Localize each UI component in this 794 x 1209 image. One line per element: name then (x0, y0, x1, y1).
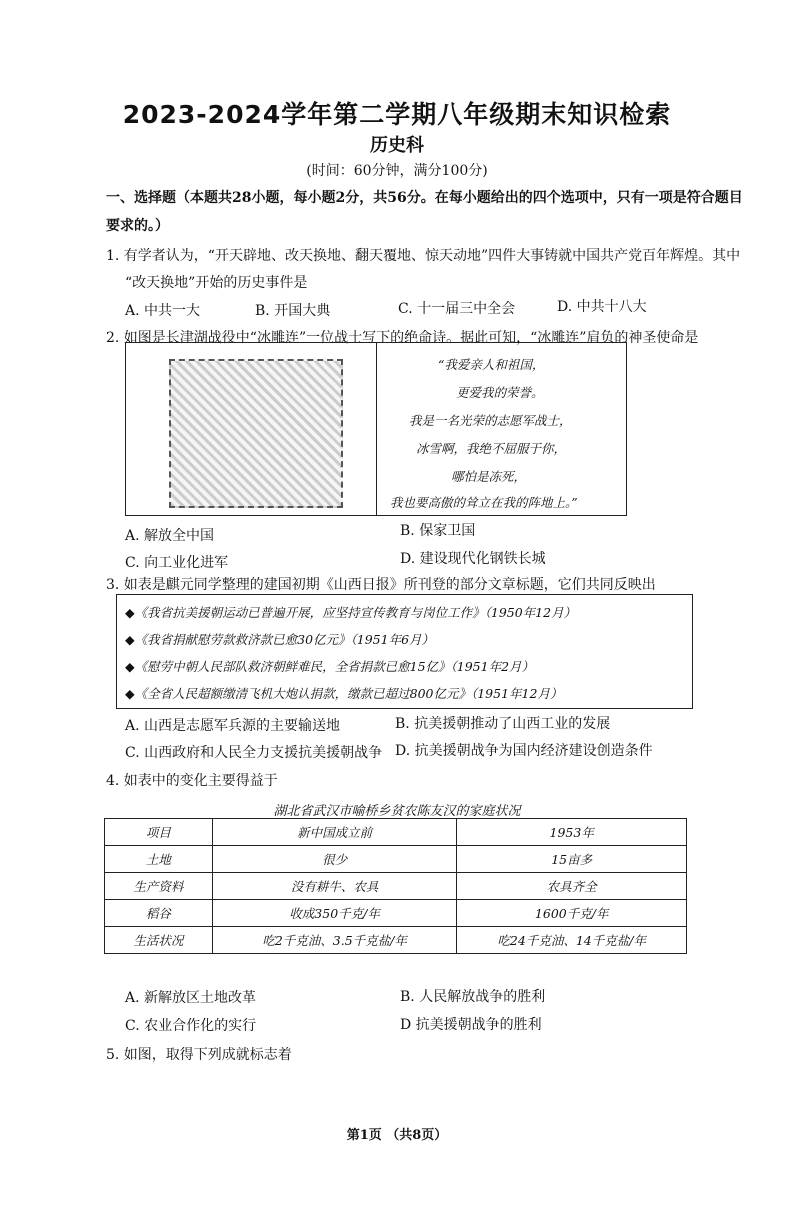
question-1-text: 1. 有学者认为，“开天辟地、改天换地、翻天覆地、惊天动地”四件大事铸就中国共产党百年辉煌。其中 (106, 248, 741, 264)
table-row (105, 873, 687, 900)
table-cell: 稻谷 (105, 900, 213, 927)
table-cell: 吃2千克油、3.5千克盐/年 (212, 927, 457, 954)
poem-line: 冰雪啊，我绝不屈服于你， (416, 441, 567, 456)
q4-option-d[interactable]: D 抗美援朝战争的胜利 (400, 1017, 542, 1033)
table-row (105, 900, 687, 927)
q2-option-d[interactable]: D. 建设现代化钢铁长城 (400, 551, 546, 567)
q3-option-d[interactable]: D. 抗美援朝战争为国内经济建设创造条件 (395, 743, 653, 759)
headline-item: ◆《全省人民超额缴清飞机大炮认捐款，缴款已超过800亿元》（1951年12月） (125, 686, 563, 701)
handwritten-poem-image (126, 343, 377, 515)
section-heading-cont: 要求的。） (106, 218, 169, 234)
q2-option-a[interactable]: A. 解放全中国 (125, 528, 215, 544)
table-cell: 农具齐全 (457, 873, 687, 900)
table-row (105, 927, 687, 954)
poem-line: 哪怕是冻死， (451, 469, 527, 484)
subject-title: 历史科 (370, 135, 424, 156)
q4-option-a[interactable]: A. 新解放区土地改革 (125, 990, 257, 1006)
poem-line: “我爱亲人和祖国， (438, 357, 545, 372)
table-row (105, 819, 687, 846)
question-5-text: 5. 如图，取得下列成就标志着 (106, 1047, 292, 1063)
question-2-text: 2. 如图是长津湖战役中“冰雕连”一位战士写下的绝命诗。据此可知，“冰雕连”肩负的神圣使命是 (106, 330, 699, 346)
headline-item: ◆《我省捐献慰劳款救济款已愈30亿元》（1951年6月） (125, 632, 435, 647)
handwriting-photo (169, 359, 343, 508)
section-heading: 一、选择题（本题共28小题，每小题2分，共56分。在每小题给出的四个选项中，只有一项是符合题目 (106, 190, 743, 206)
q3-headline-box (116, 594, 693, 709)
q3-option-a[interactable]: A. 山西是志愿军兵源的主要输送地 (125, 718, 341, 734)
poem-line: 我是一名光荣的志愿军战士， (409, 413, 572, 428)
question-4-text: 4. 如表中的变化主要得益于 (106, 773, 278, 789)
q2-material-box (125, 342, 627, 516)
question-1-text-cont: “改天换地”开始的历史事件是 (125, 275, 308, 291)
q1-option-b[interactable]: B. 开国大典 (255, 303, 331, 319)
time-info: (时间：60分钟，满分100分) (306, 163, 488, 179)
table-cell: 项目 (105, 819, 213, 846)
table-cell: 生产资料 (105, 873, 213, 900)
table-caption: 湖北省武汉市喻桥乡贫农陈友汉的家庭状况 (273, 804, 521, 819)
q2-option-b[interactable]: B. 保家卫国 (400, 523, 476, 539)
table-cell: 没有耕牛、农具 (212, 873, 457, 900)
poem-line: 更爱我的荣誉。 (456, 385, 544, 400)
table-cell: 生活状况 (105, 927, 213, 954)
table-cell: 15亩多 (457, 846, 687, 873)
q4-option-c[interactable]: C. 农业合作化的实行 (125, 1018, 257, 1034)
family-status-table (104, 818, 687, 954)
table-cell: 土地 (105, 846, 213, 873)
poem-text (376, 343, 626, 515)
q3-option-c[interactable]: C. 山西政府和人民全力支援抗美援朝战争 (125, 745, 383, 761)
page-title: 2023-2024学年第二学期八年级期末知识检索 (122, 100, 672, 129)
q1-option-d[interactable]: D. 中共十八大 (557, 299, 647, 315)
q1-option-a[interactable]: A. 中共一大 (125, 303, 201, 319)
table-cell: 很少 (212, 846, 457, 873)
q2-option-c[interactable]: C. 向工业化进军 (125, 555, 229, 571)
table-cell: 1953年 (457, 819, 687, 846)
table-cell: 吃24千克油、14千克盐/年 (457, 927, 687, 954)
page-number: 第1页 （共8页） (346, 1128, 448, 1143)
q1-option-c[interactable]: C. 十一届三中全会 (398, 301, 516, 317)
headline-item: ◆《慰劳中朝人民部队救济朝鲜难民，全省捐款已愈15亿》（1951年2月） (125, 659, 535, 674)
question-3-text: 3. 如表是麒元同学整理的建国初期《山西日报》所刊登的部分文章标题，它们共同反映出 (106, 577, 656, 593)
table-cell: 收成350千克/年 (212, 900, 457, 927)
poem-line: 我也要高傲的耸立在我的阵地上。” (390, 495, 578, 510)
table-row (105, 846, 687, 873)
headline-item: ◆《我省抗美援朝运动已普遍开展，应坚持宣传教育与岗位工作》（1950年12月） (125, 605, 577, 620)
q3-option-b[interactable]: B. 抗美援朝推动了山西工业的发展 (395, 716, 611, 732)
q4-option-b[interactable]: B. 人民解放战争的胜利 (400, 989, 546, 1005)
table-cell: 新中国成立前 (212, 819, 457, 846)
table-cell: 1600千克/年 (457, 900, 687, 927)
